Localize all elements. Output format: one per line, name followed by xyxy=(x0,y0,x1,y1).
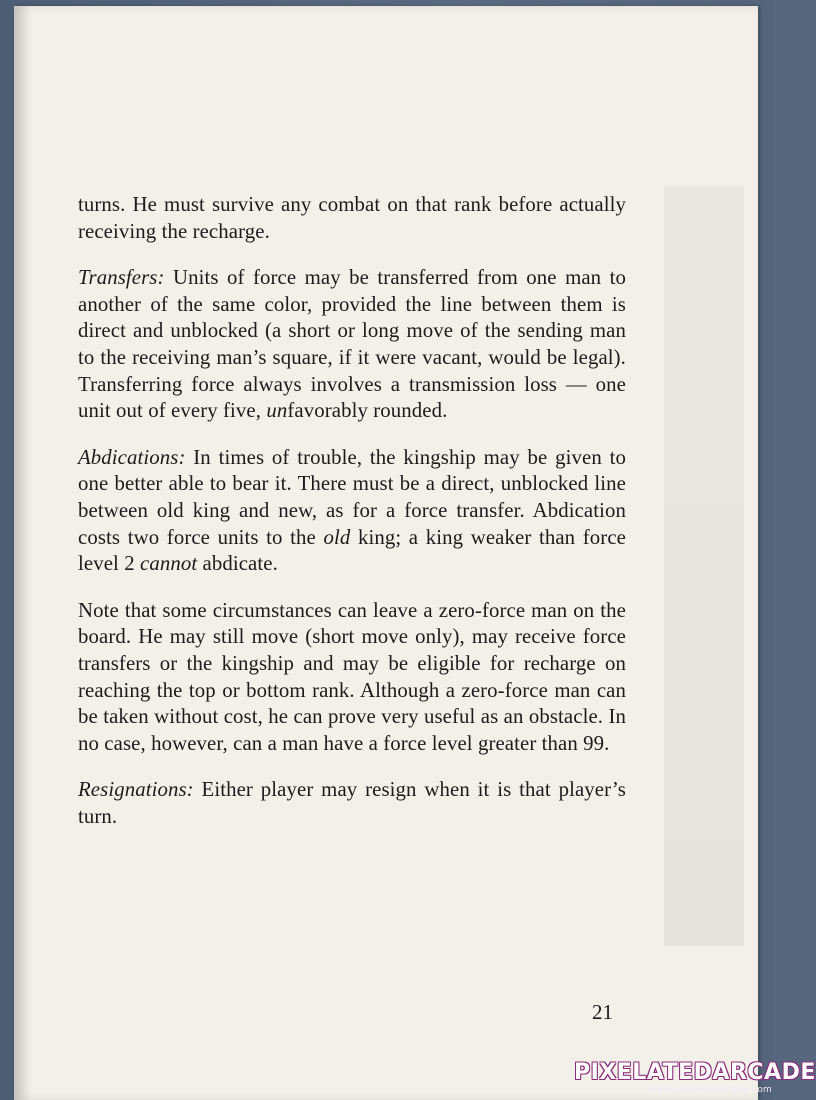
watermark-url: www.pixelatedarcade.com xyxy=(648,1085,772,1095)
paragraph-text: favorably rounded. xyxy=(287,399,448,423)
site-watermark xyxy=(574,1060,816,1100)
paragraph-zero-force xyxy=(78,598,626,758)
page-body xyxy=(78,192,626,850)
paragraph-text: In times of trouble, the kingship may be given to one better able to bear it. There must be a direct, unblocked line between old king and new, as for a force transfer. Abdication costs two force units to the xyxy=(78,445,626,549)
emphasis-un: un xyxy=(266,399,288,423)
term-resignations: Resignations: xyxy=(78,778,194,802)
paragraph-text: Either player may resign when it is that player’s turn. xyxy=(78,778,626,828)
paragraph-turns xyxy=(78,192,626,245)
page-number: 21 xyxy=(592,1000,613,1024)
manual-page xyxy=(14,6,758,1100)
show-through-shading xyxy=(664,186,744,946)
term-transfers: Transfers: xyxy=(78,266,165,290)
paragraph-text: abdicate. xyxy=(197,552,278,576)
emphasis-old: old xyxy=(323,525,351,549)
watermark-title: PIXELATEDARCADE xyxy=(574,1060,816,1085)
page-spine-shadow xyxy=(14,6,32,1100)
paragraph-resignations xyxy=(78,777,626,830)
emphasis-cannot: cannot xyxy=(140,552,198,576)
paragraph-abdications xyxy=(78,445,626,578)
term-abdications: Abdications: xyxy=(78,445,186,469)
paragraph-text: king; a king weaker than force level 2 xyxy=(78,525,626,576)
paragraph-text: Units of force may be transferred from one man to another of the same color, provided the line between them is direct and unblocked (a short or long move of the sending man to the receiving man’s square, if it were vacant, would be legal). Transferring force always involves a transmission loss — one unit out of every five, xyxy=(78,266,626,423)
paragraph-transfers xyxy=(78,265,626,425)
paragraph-text: Note that some circumstances can leave a zero-force man on the board. He may still move (short move only), may receive force transfers or the kingship and may be eligible for recharge on reaching the top or bottom rank. Although a zero-force man can be taken without cost, he can prove very useful as an obstacle. In no case, however, can a man have a force level greater than 99. xyxy=(78,598,626,755)
paragraph-text: turns. He must survive any combat on that rank before actually receiving the recharge. xyxy=(78,193,626,243)
